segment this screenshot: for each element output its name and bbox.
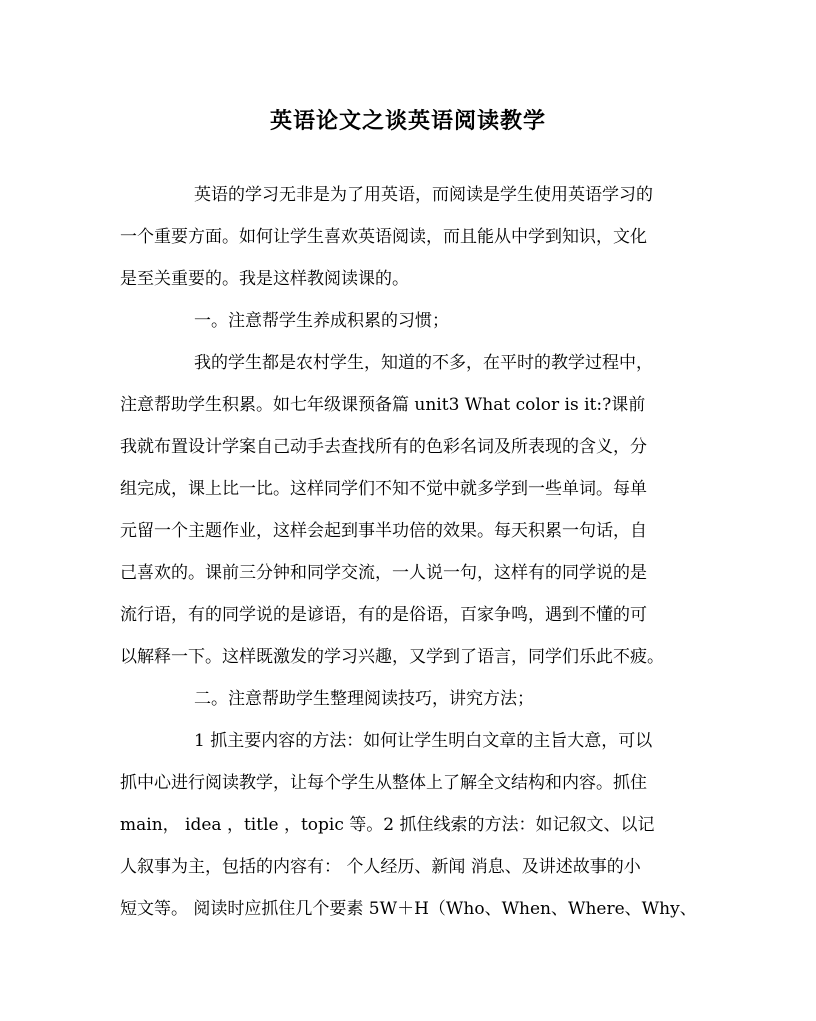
paragraph-line: 元留一个主题作业，这样会起到事半功倍的效果。每天积累一句话，自 — [120, 521, 647, 541]
paragraph-line: 己喜欢的。课前三分钟和同学交流，一人说一句，这样有的同学说的是 — [120, 563, 647, 583]
paragraph-line: main， idea ，title ，topic 等。2 抓住线索的方法：如记叙文、以记 — [120, 815, 655, 835]
paragraph-line: 人叙事为主，包括的内容有： 个人经历、新闻 消息、及讲述故事的小 — [120, 857, 641, 877]
paragraph-line: 是至关重要的。我是这样教阅读课的。 — [120, 269, 409, 289]
section-heading: 一。注意帮学生养成积累的习惯； — [194, 311, 449, 331]
paragraph-line: 流行语，有的同学说的是谚语，有的是俗语，百家争鸣，遇到不懂的可 — [120, 605, 647, 625]
section-heading: 二。注意帮助学生整理阅读技巧，讲究方法； — [194, 689, 534, 709]
paragraph-line: 我就布置设计学案自己动手去查找所有的色彩名词及所表现的含义，分 — [120, 437, 647, 457]
paragraph-line: 我的学生都是农村学生，知道的不多，在平时的教学过程中， — [194, 353, 653, 373]
paragraph-line: 英语的学习无非是为了用英语，而阅读是学生使用英语学习的 — [194, 185, 653, 205]
document-title: 英语论文之谈英语阅读教学 — [269, 108, 546, 134]
paragraph-line: 一个重要方面。如何让学生喜欢英语阅读，而且能从中学到知识，文化 — [120, 227, 647, 247]
paragraph-line: 抓中心进行阅读教学，让每个学生从整体上了解全文结构和内容。抓住 — [120, 773, 647, 793]
paragraph-line: 1 抓主要内容的方法：如何让学生明白文章的主旨大意，可以 — [194, 731, 653, 751]
paragraph-line: 短文等。 阅读时应抓住几个要素 5W＋H（Who、When、Where、Why、 — [120, 899, 697, 919]
paragraph-line: 以解释一下。这样既激发的学习兴趣，又学到了语言，同学们乐此不疲。 — [120, 647, 664, 667]
paragraph-line: 注意帮助学生积累。如七年级课预备篇 unit3 What color is it:?课前 — [120, 395, 646, 415]
paragraph-line: 组完成，课上比一比。这样同学们不知不觉中就多学到一些单词。每单 — [120, 479, 647, 499]
